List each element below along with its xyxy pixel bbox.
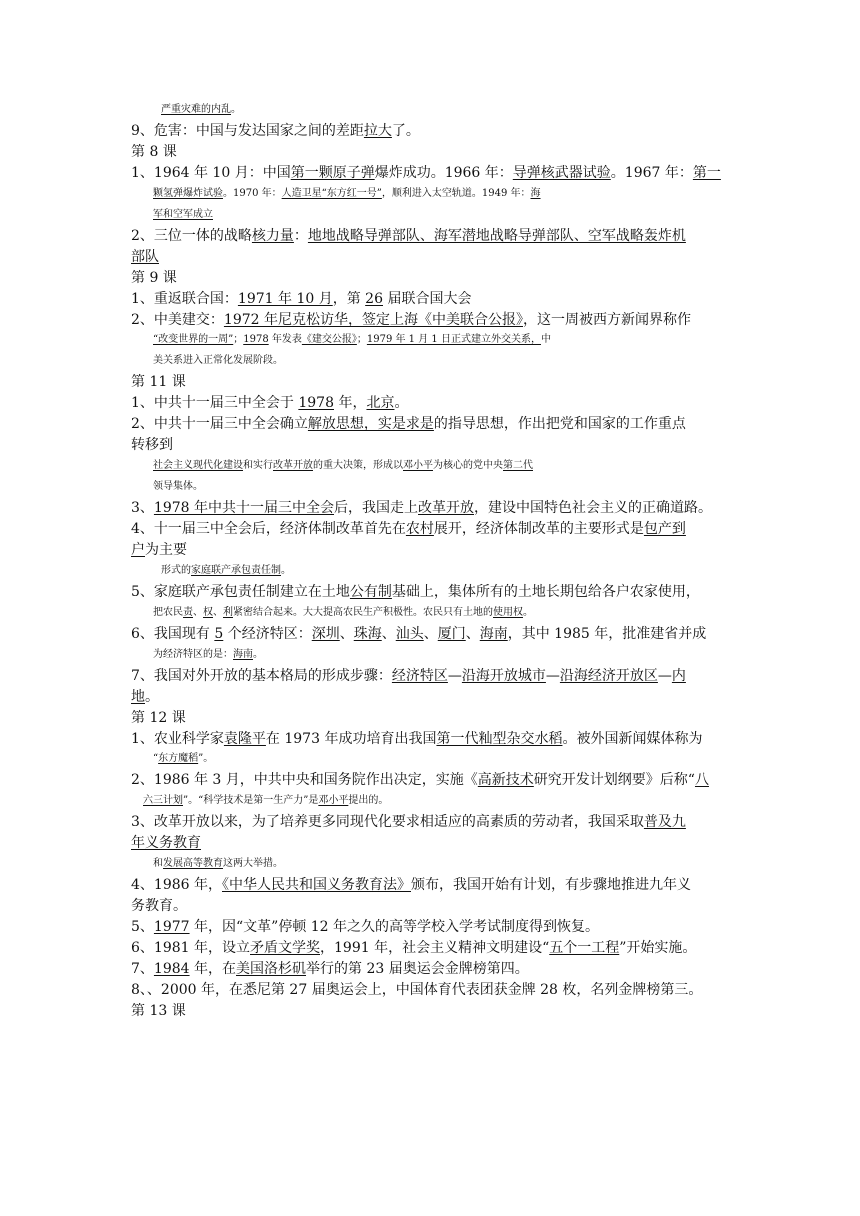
text-segment: —: [447, 667, 462, 684]
text-line: [153, 749, 753, 769]
text-segment: 年发表: [268, 334, 302, 346]
text-line: [153, 854, 753, 874]
text-segment: 、: [423, 625, 438, 642]
text-segment: 。: [281, 564, 291, 576]
text-segment: 的指导思想，作出把党和国家的工作重点: [433, 416, 686, 433]
underlined-answer: 改革开放: [418, 500, 475, 517]
text-segment: 。1967 年：: [610, 164, 693, 181]
underlined-answer: 5: [214, 625, 224, 642]
text-line: [153, 205, 753, 225]
underlined-answer: 军和空军成立: [153, 208, 213, 220]
text-segment: 个经济特区：: [223, 625, 312, 642]
text-line: [153, 330, 753, 350]
underlined-answer: 第一: [692, 164, 721, 181]
text-segment: 6、1981 年，设立: [131, 940, 250, 956]
text-segment: 和: [153, 858, 163, 870]
text-segment: 颁布，我国开始有计划，有步骤地推进九年义: [411, 877, 691, 894]
text-segment: 的重大决策，形成以: [313, 460, 403, 472]
text-segment: 。: [231, 104, 241, 115]
underlined-answer: 高新技术: [477, 772, 534, 789]
underlined-answer: 地地战略导弹部队、海军潜地战略导弹部队、空军战略轰炸机: [307, 227, 686, 244]
underlined-answer: 发展高等教育: [163, 858, 223, 870]
text-segment: 1、农业科学家: [131, 730, 224, 747]
text-segment: 5、: [131, 919, 154, 936]
underlined-answer: 责: [183, 606, 193, 618]
text-segment: —: [545, 667, 560, 684]
text-line: [131, 435, 731, 455]
text-line: [131, 163, 731, 183]
underlined-answer: 第一颗原子弹: [290, 164, 375, 181]
text-segment: 务教育。: [131, 898, 187, 915]
text-line: [131, 247, 731, 267]
underlined-answer: 家庭联产承包责任制: [191, 564, 281, 576]
text-segment: 美关系进入正常化发展阶段。: [153, 355, 283, 367]
text-segment: 2、三位一体的战略: [131, 227, 252, 244]
text-line: [131, 1001, 731, 1021]
underlined-answer: 地: [131, 688, 145, 705]
text-segment: 8、、2000 年，在悉尼第 27 届奥运会上，中国体育代表团获金牌 28 枚，名列金牌榜第三。: [131, 981, 703, 998]
underlined-answer: 1971 年 10 月: [237, 290, 333, 307]
text-line: [131, 917, 731, 937]
text-segment: 了。: [391, 122, 420, 139]
underlined-answer: 包产到: [643, 521, 686, 537]
underlined-answer: 1978: [243, 334, 269, 346]
text-line: [143, 791, 743, 811]
text-segment: 。: [145, 688, 159, 705]
underlined-answer: 公有制: [349, 583, 392, 600]
text-segment: 展开，经济体制改革的主要形式是: [433, 521, 644, 537]
text-segment: 为经济特区的是：: [153, 648, 233, 660]
text-line: [131, 980, 731, 1000]
underlined-answer: 沿海开放城市: [461, 667, 546, 684]
underlined-answer: 八: [694, 772, 709, 789]
text-segment: 。被外国新闻媒体称为: [562, 730, 703, 747]
underlined-answer: 1984: [153, 960, 190, 977]
underlined-answer: 改革开放: [273, 460, 313, 472]
underlined-answer: 沿海经济开放区: [559, 667, 658, 684]
underlined-answer: 经济特区: [391, 667, 448, 684]
text-segment: 4、十一届三中全会后，经济体制改革首先在: [131, 521, 406, 537]
text-segment: ：: [293, 227, 308, 244]
text-segment: 1、1964 年 10 月：中国: [131, 164, 291, 181]
text-segment: 。1970 年：: [223, 187, 282, 199]
text-line: [131, 268, 731, 288]
underlined-answer: 矛盾文学奖: [250, 940, 320, 956]
underlined-answer: 部队: [131, 248, 159, 265]
text-segment: 为主要: [145, 541, 187, 558]
text-segment: 把农民: [153, 606, 183, 618]
text-segment: 研究开发计划纲要》后称“: [533, 772, 695, 789]
underlined-answer: 拉大: [363, 122, 392, 139]
text-segment: ，建设中国特色社会主义的正确道路。: [474, 500, 713, 517]
text-segment: 紧密结合起来。大大提高农民生产积极性。农民只有土地的: [233, 606, 493, 618]
text-line: [131, 687, 731, 707]
text-segment: 、: [465, 625, 480, 642]
text-line: [131, 729, 731, 749]
underlined-answer: 六三计划: [143, 795, 183, 807]
underlined-answer: 导弹核武器试验: [512, 164, 611, 181]
text-segment: ；: [356, 334, 367, 346]
underlined-answer: 第二代: [503, 460, 533, 472]
underlined-answer: 东方魔稻: [158, 753, 199, 765]
underlined-answer: 26: [365, 290, 383, 307]
text-segment: ，顺利进入太空轨道。1949 年：: [381, 187, 531, 199]
text-segment: ，其中 1985 年，批准建省并成: [507, 625, 707, 642]
text-line: [161, 100, 761, 120]
text-segment: 1、重返联合国：: [131, 290, 238, 307]
text-line: [131, 121, 731, 141]
text-segment: 为核心的党中央: [433, 460, 503, 472]
text-line: [131, 812, 731, 832]
text-segment: 提出的。: [348, 795, 389, 807]
text-segment: 、: [339, 625, 354, 642]
text-segment: 2、中共十一届三中全会确立: [131, 416, 308, 433]
underlined-answer: 社会主义现代化建设: [153, 460, 243, 472]
text-segment: 后，我国走上: [334, 500, 419, 517]
text-segment: 第 11 课: [131, 374, 186, 391]
text-segment: ；: [233, 334, 244, 346]
underlined-answer: 海: [530, 187, 541, 199]
text-line: [161, 561, 761, 581]
underlined-answer: 利: [223, 606, 233, 618]
underlined-answer: 第一代籼型杂交水稻: [436, 730, 563, 747]
underlined-answer: 海南: [233, 648, 253, 660]
underlined-answer: 1972 年尼克松访华，签定上海《中美联合公报》: [223, 311, 523, 328]
text-segment: 4、1986 年，: [131, 877, 222, 894]
text-segment: 在 1973 年成功培育出我国: [265, 730, 437, 747]
underlined-answer: 人造卫星“东方红一号”: [281, 187, 382, 199]
text-segment: 5、家庭联产承包责任制建立在土地: [131, 583, 350, 600]
underlined-answer: 严重灾难的内乱: [161, 104, 231, 115]
underlined-answer: 内: [671, 667, 686, 684]
text-line: [131, 540, 731, 560]
text-segment: 9、危害：中国与发达国家之间的差距: [131, 122, 364, 139]
text-segment: 。: [523, 606, 533, 618]
text-segment: 爆炸成功。1966 年：: [374, 164, 513, 181]
text-segment: 1、中共十一届三中全会于: [131, 395, 299, 412]
text-segment: 这两大举措。: [223, 858, 283, 870]
text-segment: 基础上，集体所有的土地长期包给各户农家使用，: [391, 583, 700, 600]
text-segment: ”。: [198, 753, 214, 765]
text-segment: ，1991 年，社会主义精神文明建设“: [320, 940, 550, 956]
text-line: [131, 414, 731, 434]
text-segment: 年，: [334, 395, 367, 412]
text-segment: 届联合国大会: [383, 290, 472, 307]
text-segment: 形式的: [161, 564, 191, 576]
text-line: [153, 456, 753, 476]
underlined-answer: 美国洛杉矶: [236, 960, 307, 977]
underlined-answer: 解放思想，实是求是: [307, 416, 434, 433]
underlined-answer: 权: [203, 606, 213, 618]
text-line: [131, 310, 731, 330]
text-line: [131, 498, 731, 518]
underlined-answer: 1978: [298, 395, 334, 412]
underlined-answer: 1978 年中共十一届三中全会: [153, 500, 335, 517]
text-segment: “: [153, 753, 159, 765]
text-line: [131, 708, 731, 728]
underlined-answer: 核力量: [251, 227, 294, 244]
text-segment: 、: [193, 606, 203, 618]
text-segment: 年，因“文革”停顿 12 年之久的高等学校入学考试制度得到恢复。: [189, 919, 600, 936]
text-segment: ，第: [332, 290, 366, 307]
text-segment: 7、: [131, 960, 154, 977]
underlined-answer: 1977: [153, 919, 190, 936]
text-line: [131, 938, 731, 958]
text-line: [131, 393, 731, 413]
text-segment: ，这一周被西方新闻界称作: [523, 311, 691, 328]
underlined-answer: 深圳: [311, 625, 340, 642]
text-segment: 第 12 课: [131, 709, 186, 726]
text-segment: 和实行: [243, 460, 273, 472]
text-segment: 举行的第 23 届奥运会金牌榜第四。: [306, 960, 529, 977]
underlined-answer: 颗氢弹爆炸试验: [153, 187, 223, 199]
underlined-answer: 户: [131, 541, 145, 558]
text-segment: 。: [394, 395, 409, 412]
underlined-answer: 1979 年 1 月 1 日正式建立外交关系，: [366, 334, 541, 346]
underlined-answer: 农村: [405, 521, 434, 537]
underlined-answer: 普及九: [643, 814, 686, 831]
underlined-answer: 五个一工程: [549, 940, 620, 956]
underlined-answer: 北京: [366, 395, 395, 412]
underlined-answer: 《中华人民共和国义务教育法》: [222, 877, 411, 894]
text-line: [153, 477, 753, 497]
text-segment: 2、中美建交：: [131, 311, 224, 328]
text-line: [153, 603, 753, 623]
text-segment: 3、改革开放以来，为了培养更多同现代化要求相适应的高素质的劳动者，我国采取: [131, 814, 644, 831]
text-segment: 7、我国对外开放的基本格局的形成步骤：: [131, 667, 392, 684]
text-line: [131, 833, 731, 853]
underlined-answer: 厦门: [437, 625, 466, 642]
text-line: [131, 289, 731, 309]
text-line: [131, 519, 731, 539]
text-line: [131, 896, 731, 916]
text-segment: —: [657, 667, 672, 684]
underlined-answer: 汕头: [395, 625, 424, 642]
underlined-answer: 海南: [479, 625, 508, 642]
text-segment: 第 9 课: [131, 269, 177, 286]
text-segment: 领导集体。: [153, 481, 203, 493]
text-segment: 2、1986 年 3 月，中共中央和国务院作出决定，实施《: [131, 772, 478, 789]
text-segment: 第 13 课: [131, 1002, 186, 1019]
text-segment: ”开始实施。: [619, 940, 697, 956]
text-line: [131, 666, 731, 686]
text-segment: 。: [253, 648, 263, 660]
text-line: [153, 645, 753, 665]
text-line: [131, 142, 731, 162]
text-line: [131, 624, 731, 644]
text-segment: 3、: [131, 500, 154, 517]
text-line: [131, 959, 731, 979]
text-line: [131, 875, 731, 895]
underlined-answer: 年义务教育: [131, 835, 201, 852]
text-line: [131, 770, 731, 790]
underlined-answer: “改变世界的一周”: [153, 334, 234, 346]
text-line: [131, 226, 731, 246]
underlined-answer: 使用权: [493, 606, 523, 618]
text-segment: 年，在: [189, 960, 237, 977]
underlined-answer: 《建交公报》: [301, 334, 357, 346]
text-segment: 第 8 课: [131, 143, 177, 160]
underlined-answer: 邓小平: [403, 460, 433, 472]
text-segment: 6、我国现有: [131, 625, 215, 642]
text-segment: ”。“科学技术是第一生产力”是: [183, 795, 319, 807]
text-segment: 转移到: [131, 437, 173, 454]
underlined-answer: 袁隆平: [223, 730, 266, 747]
underlined-answer: 珠海: [353, 625, 382, 642]
text-segment: 、: [381, 625, 396, 642]
text-line: [153, 351, 753, 371]
underlined-answer: 邓小平: [318, 795, 349, 807]
text-line: [131, 582, 731, 602]
text-line: [153, 184, 753, 204]
text-line: [131, 372, 731, 392]
text-segment: 中: [540, 334, 551, 346]
text-segment: 、: [213, 606, 223, 618]
